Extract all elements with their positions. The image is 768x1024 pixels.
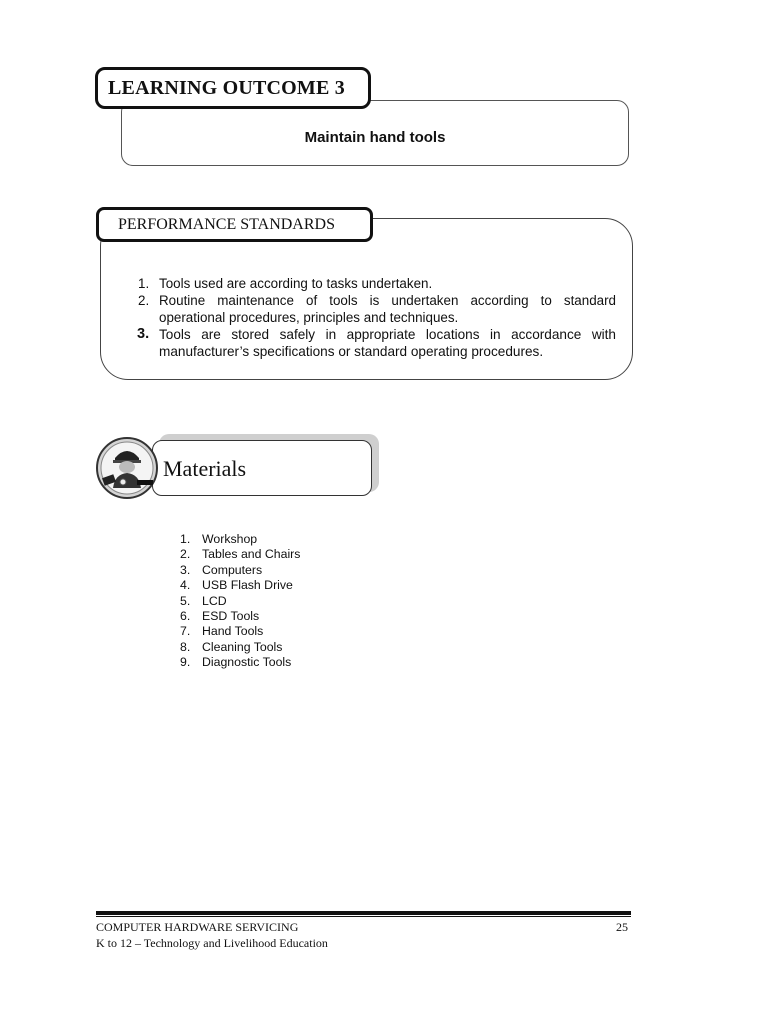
list-item-number: 7. [180, 624, 191, 639]
performance-standards-list [137, 275, 616, 360]
list-item [180, 547, 300, 562]
materials-list [180, 532, 300, 671]
list-item-number: 4. [180, 578, 191, 593]
technician-with-tools-icon [95, 436, 159, 500]
list-item [180, 578, 300, 593]
list-item-text: Tables and Chairs [202, 547, 301, 562]
performance-standards-heading: PERFORMANCE STANDARDS [96, 207, 373, 242]
list-item-number: 9. [180, 655, 191, 670]
list-item-text: Computers [202, 562, 263, 577]
list-item-text: Cleaning Tools [202, 639, 283, 654]
list-item-text: USB Flash Drive [202, 578, 293, 593]
list-item [180, 563, 300, 578]
list-item-number: 3. [137, 326, 150, 342]
footer-text [96, 919, 328, 951]
footer-course: COMPUTER HARDWARE SERVICING [96, 920, 299, 934]
materials-heading [152, 440, 372, 496]
list-item-number: 2. [180, 547, 191, 562]
list-item-number: 1. [180, 532, 191, 546]
list-item-number: 6. [180, 609, 191, 624]
list-item-text: LCD [202, 593, 227, 608]
page-number: 25 [616, 920, 628, 934]
learning-outcome-heading: LEARNING OUTCOME 3 [95, 67, 371, 109]
list-item [180, 624, 300, 639]
list-item [180, 609, 300, 624]
list-item-number: 3. [180, 562, 191, 577]
list-item [137, 292, 616, 326]
list-item [137, 326, 616, 360]
list-item-text: Diagnostic Tools [202, 655, 292, 670]
list-item [137, 275, 616, 292]
list-item [180, 594, 300, 609]
learning-outcome-subtitle: Maintain hand tools [304, 129, 446, 146]
footer-divider-thin [96, 916, 631, 917]
list-item-text: ESD Tools [202, 609, 260, 624]
list-item-text: Hand Tools [202, 624, 264, 639]
list-item-text: Tools are stored safely in appropriate locations in accordance with manufacturer’s specifications or standard operating procedures. [159, 327, 616, 359]
list-item-number: 2. [138, 293, 150, 308]
footer-divider [96, 911, 631, 915]
list-item-text: Routine maintenance of tools is undertaken according to standard operational procedures, principles and techniques. [159, 293, 616, 325]
list-item-number: 5. [180, 593, 191, 608]
list-item [180, 655, 300, 670]
list-item-number: 1. [138, 276, 150, 291]
list-item-text: Workshop [202, 532, 258, 546]
learning-outcome-box [121, 100, 629, 166]
materials-heading-label: Materials [163, 456, 247, 481]
list-item-text: Tools used are according to tasks undertaken. [159, 276, 433, 291]
list-item [180, 640, 300, 655]
list-item-number: 8. [180, 639, 191, 654]
list-item [180, 532, 300, 547]
footer-program: K to 12 – Technology and Livelihood Education [96, 936, 328, 950]
